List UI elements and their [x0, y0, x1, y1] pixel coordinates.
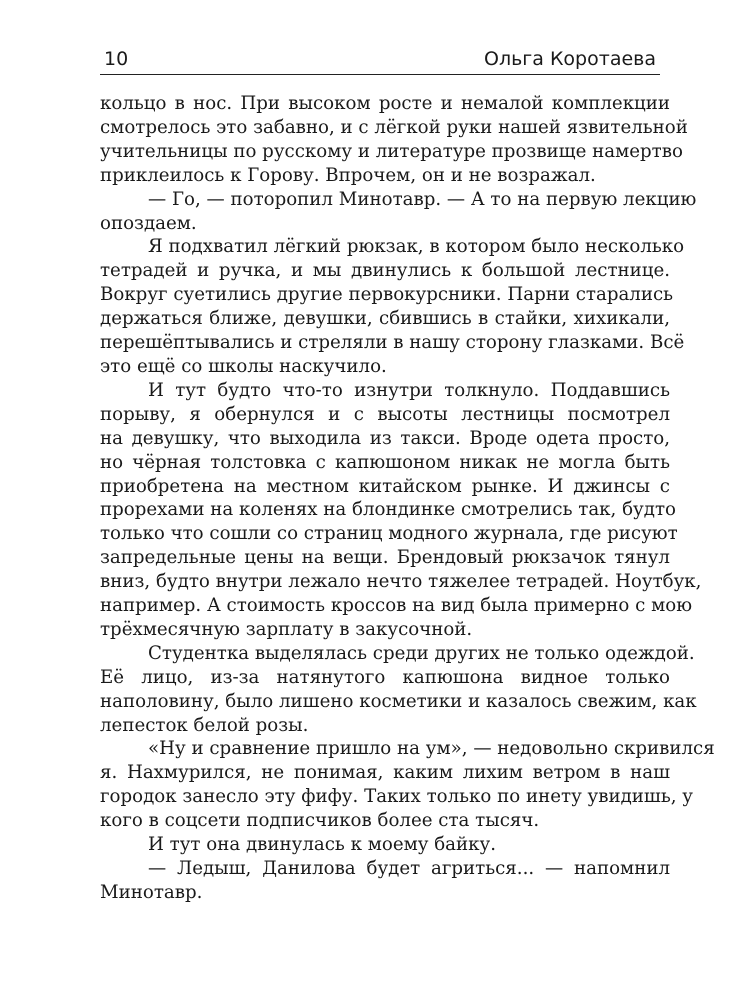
- text-line: трёхмесячную зарплату в закусочной.: [100, 618, 473, 640]
- text-line: порыву, я обернулся и с высоты лестницы посмотрел: [100, 403, 670, 425]
- body-text: [100, 92, 715, 905]
- text-line: И тут будто что-то изнутри толкнуло. Поддавшись: [148, 379, 670, 401]
- text-line: кольцо в нос. При высоком росте и немалой комплекции: [100, 93, 670, 114]
- page-number: 10: [104, 48, 129, 70]
- text-line: перешёптывались и стреляли в нашу сторону глазками. Всё: [100, 332, 685, 354]
- text-line: наполовину, было лишено косметики и казалось свежим, как: [100, 690, 697, 712]
- text-line: приклеилось к Горову. Впрочем, он и не возражал.: [100, 164, 596, 186]
- text-line: я. Нахмурился, не понимая, каким лихим ветром в наш: [100, 762, 670, 784]
- author-name: Ольга Коротаева: [483, 48, 656, 70]
- text-line: опоздаем.: [100, 212, 197, 234]
- text-line: запредельные цены на вещи. Брендовый рюкзачок тянул: [100, 547, 670, 569]
- text-line: приобретена на местном китайском рынке. И джинсы с: [100, 475, 670, 497]
- paragraph: [100, 188, 697, 236]
- text-line: кого в соцсети подписчиков более ста тысяч.: [100, 810, 540, 832]
- text-line: только что сошли со страниц модного журнала, где рисуют: [100, 523, 678, 545]
- paragraph: [100, 737, 715, 833]
- text-line: Её лицо, из-за натянутого капюшона видное только: [100, 666, 670, 688]
- text-line: городок занесло эту фифу. Таких только по инету увидишь, у: [100, 786, 694, 808]
- text-line: но чёрная толстовка с капюшоном никак не могла быть: [100, 451, 670, 473]
- paragraph: [100, 642, 697, 738]
- text-line: — Ледыш, Данилова будет агриться... — напомнил: [148, 858, 670, 879]
- paragraph: [100, 235, 685, 378]
- text-line: И тут она двинулась к моему байку.: [148, 834, 496, 856]
- text-line: прорехами на коленях на блондинке смотрелись так, будто: [100, 499, 676, 521]
- text-line: Я подхватил лёгкий рюкзак, в котором было несколько: [148, 236, 685, 258]
- running-header: [100, 44, 660, 76]
- text-line: «Ну и сравнение пришло на ум», — недовольно скривился: [148, 738, 715, 760]
- text-line: тетрадей и ручка, и мы двинулись к большой лестнице.: [100, 260, 670, 282]
- text-line: Вокруг суетились другие первокурсники. Парни старались: [100, 284, 674, 306]
- text-line: смотрелось это забавно, и с лёгкой руки нашей язвительной: [100, 116, 688, 138]
- paragraph: [100, 379, 702, 642]
- text-line: Минотавр.: [100, 881, 203, 903]
- text-line: лепесток белой розы.: [100, 714, 309, 736]
- paragraph: [100, 833, 670, 857]
- header-divider: [100, 74, 660, 75]
- text-line: на девушку, что выходила из такси. Вроде одета просто,: [100, 427, 670, 449]
- paragraph: [100, 92, 688, 188]
- text-line: держаться ближе, девушки, сбившись в стайки, хихикали,: [100, 308, 670, 330]
- paragraph: [100, 857, 670, 905]
- text-line: — Го, — поторопил Минотавр. — А то на первую лекцию: [148, 188, 697, 210]
- text-line: например. А стоимость кроссов на вид была примерно с мою: [100, 595, 693, 617]
- text-line: Студентка выделялась среди других не только одеждой.: [148, 642, 695, 664]
- text-line: вниз, будто внутри лежало нечто тяжелее тетрадей. Ноутбук,: [100, 571, 702, 593]
- text-line: это ещё со школы наскучило.: [100, 355, 387, 377]
- text-line: учительницы по русскому и литературе прозвище намертво: [100, 140, 683, 162]
